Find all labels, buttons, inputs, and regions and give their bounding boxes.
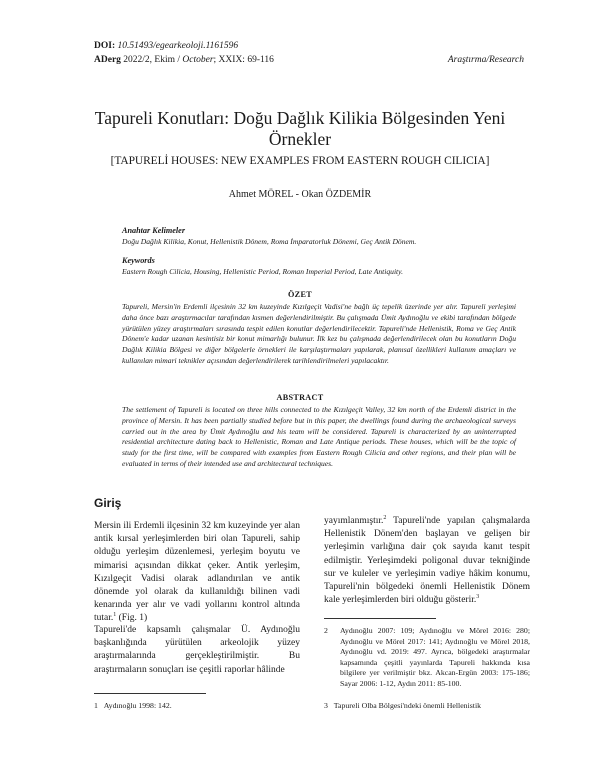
right-p1-rest: Tapureli'nde yapılan çalışmalarda Hellenistik Dönem'den başlayan ve gelişen bir yerleşimin varlığına dair çok sayıda kanıt tespit edilmiştir. Yerleşimdeki poligonal duvar tekniğinde sur ve kuleler ve yerleşimin vadiye hâkim konumu, Tapureli'nin bölgedeki önemli Hellenistik Dönem kale yerleşimlerden biri olduğu gösterir. bbox=[324, 516, 530, 606]
footnote-2-number: 2 bbox=[324, 626, 328, 635]
footnote-1 bbox=[94, 701, 300, 712]
section-title-giris: Giriş bbox=[94, 496, 122, 510]
article-title: Tapureli Konutları: Doğu Dağlık Kilikia Bölgesinden Yeni Örnekler bbox=[94, 108, 506, 149]
footnote-1-text: Aydınoğlu 1998: 142. bbox=[103, 701, 172, 710]
footnote-ref-1[interactable]: 1 bbox=[113, 612, 117, 619]
right-p1-start: yayımlanmıştır. bbox=[324, 516, 384, 526]
abstract-heading: ABSTRACT bbox=[276, 393, 324, 402]
footnote-2-text: Aydınoğlu 2007: 109; Aydınoğlu ve Mörel 2016: 280; Aydınoğlu ve Mörel 2017: 141; Aydınoğlu ve Mörel 2018, Aydınoğlu vd. 2019: 497. Ayrıca, bölgedeki araştırmalar kapsamında çeşitli yayınlarda Tapureli hakkında kısa bilgilere yer verilmiştir bkz. Akcan-Ergün 2003: 175-186; Sayar 2006: 1-12, Aydın 2011: 85-100. bbox=[340, 626, 530, 688]
footnote-3 bbox=[324, 701, 530, 712]
footnote-ref-2[interactable]: 2 bbox=[383, 514, 387, 521]
abstract-text: The settlement of Tapureli is located on three hills connected to the Kızılgeçit Valley, 32 km north of the Erdemli district in the province of Mersin. It has been partially studied before but in this paper, the dwellings found during the archaeological surveys carried out in the area by Ümit Aydınoğlu and his team will be considered. Tapureli is characterized by an uninterrupted residential architecture dating back to Hellenistic, Roman and Late Antique periods. These houses, which will be the topic of study for the first time, will be compared with examples from Eastern Rough Cilicia and other regions, and their plan will be evaluated in terms of their intended use and architectural techniques. bbox=[122, 405, 516, 468]
journal-issue-post: ; XXIX: 69-116 bbox=[213, 55, 274, 65]
body-right-paragraph-1 bbox=[324, 515, 530, 607]
footnote-rule-right bbox=[324, 618, 436, 619]
footnote-2 bbox=[324, 626, 530, 689]
footnote-1-number: 1 bbox=[94, 701, 98, 710]
journal-citation bbox=[94, 54, 274, 67]
footnote-ref-3[interactable]: 3 bbox=[476, 594, 480, 601]
body-left-paragraph-2: Tapureli'de kapsamlı çalışmalar Ü. Aydınoğlu başkanlığında yürütülen arkeolojik yüzey araştırmalarında gerçekleştirilmiştir. Bu araştırmaların sonuçları ise çeşitli raporlar hâlinde bbox=[94, 625, 300, 675]
doi-label: DOI: bbox=[94, 41, 116, 51]
keywords-tr-text: Doğu Dağlık Kilikia, Konut, Hellenistik Dönem, Roma İmparatorluk Dönemi, Geç Antik Dönem. bbox=[122, 237, 417, 246]
footnote-3-number: 3 bbox=[324, 701, 328, 710]
doi-line bbox=[94, 40, 238, 53]
footnote-3-text: Tapureli Olba Bölgesi'ndeki önemli Hellenistik bbox=[333, 701, 482, 710]
keywords-tr-label: Anahtar Kelimeler bbox=[122, 226, 186, 235]
article-type: Araştırma/Research bbox=[447, 55, 524, 65]
journal-issue-pre: 2022/2, Ekim / bbox=[120, 55, 183, 65]
doi-value[interactable]: 10.51493/egearkeoloji.1161596 bbox=[117, 41, 239, 51]
ozet-heading: ÖZET bbox=[288, 290, 312, 299]
journal-name: ADerg bbox=[94, 55, 121, 65]
ozet-text: Tapureli, Mersin'in Erdemli ilçesinin 32 km kuzeyinde Kızılgeçit Vadisi'ne bağlı üç tepelik üzerinde yer alır. Tapureli yerleşimi daha önce bazı araştırmacılar tarafından kısmen değerlendirilmiştir. Bu çalışmada Ümit Aydınoğlu ve ekibi tarafından bölgede yürütülen yüzey araştırmaları sırasında tespit edilen konutlar değerlendirilecektir. Tapureli'nde Hellenistik, Roma ve Geç Antik Dönem'e kadar uzanan kesintisiz bir konut mimarlığı bulunur. İlk kez bu çalışmada değerlendirilecek olan bu konutların Doğu Dağlık Kilikia Bölgesi ve diğer bölgelerle örnekleri ile karşılaştırmaları yapılarak, planısal özellikleri kullanım amaçları ve kullanılan mimari teknikler açısından değerlendirilerek tarihlendirilmeleri yapılacaktır. bbox=[122, 302, 516, 365]
left-p1-end: (Fig. 1) bbox=[116, 613, 148, 624]
body-left-paragraph-1 bbox=[94, 520, 300, 626]
footnote-rule-left bbox=[94, 693, 206, 694]
keywords-en-label: Keywords bbox=[122, 256, 155, 265]
article-authors: Ahmet MÖREL - Okan ÖZDEMİR bbox=[228, 189, 372, 200]
left-p1-text: Mersin ili Erdemli ilçesinin 32 km kuzeyinde yer alan antik kırsal yerleşimlerden biri olan Tapureli, sahip olduğu yerleşim düzenlemesi, yerleşim boyutu ve mimarisi açısından dikkat çeker. Antik yerleşim, Kızılgeçit Vadisi olarak adlandırılan ve antik dönemde yol olarak da kullanıldığı bilinen vadi kenarında yer alır ve vadi yollarını kontrol altında tutar. bbox=[94, 521, 300, 624]
keywords-en-text: Eastern Rough Cilicia, Housing, Hellenistic Period, Roman Imperial Period, Late Antiquity. bbox=[122, 267, 404, 276]
journal-issue-month: October bbox=[182, 55, 214, 65]
article-subtitle: [TAPURELİ HOUSES: NEW EXAMPLES FROM EASTERN ROUGH CILICIA] bbox=[110, 155, 490, 167]
